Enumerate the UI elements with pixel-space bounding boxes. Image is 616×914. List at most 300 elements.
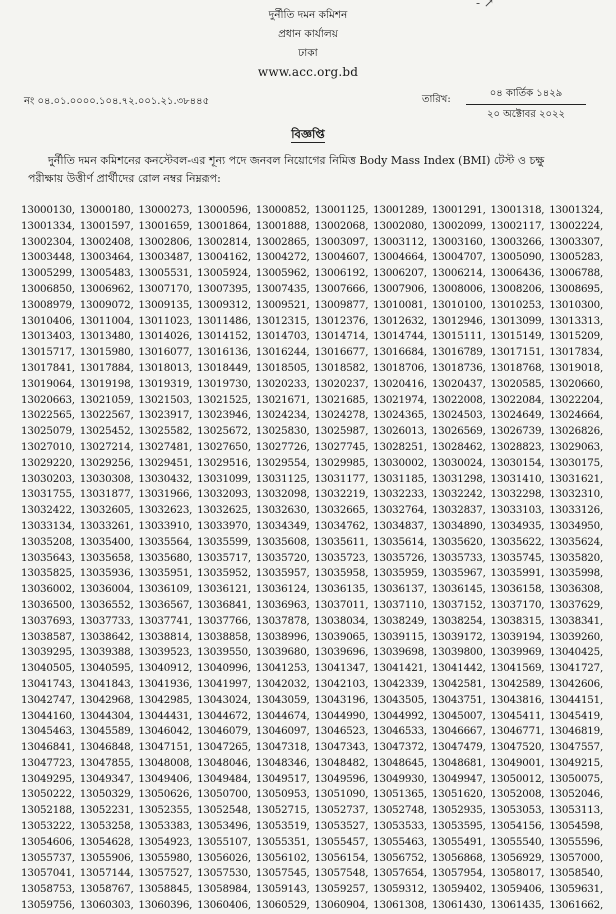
roll-number: 13053496, [197,820,251,833]
roll-number: 13038587, [21,630,75,643]
roll-number: 13031185, [373,472,428,485]
roll-number: 13011023, [138,314,193,327]
roll-number: 13035608, [255,535,310,548]
roll-number: 13004607, [314,251,369,264]
roll-number: 13039065, [314,630,369,643]
roll-number: 13053053, [490,804,545,817]
roll-row [21,582,613,598]
roll-number: 13006192, [314,267,369,280]
roll-number: 13028251, [373,440,428,453]
roll-number: 13035820, [549,551,604,564]
roll-number: 13016136, [197,346,251,359]
roll-number: 13035991, [490,567,545,580]
roll-number: 13037766, [197,614,251,627]
roll-number: 13035620, [431,535,486,548]
roll-number: 13042032, [255,677,310,690]
roll-number: 13039696, [314,646,369,659]
roll-number: 13051090, [314,788,369,801]
roll-number: 13005483, [79,267,134,280]
roll-number: 13036841, [197,598,251,611]
roll-number: 13022084, [490,393,545,406]
roll-number: 13015980, [79,346,134,359]
roll-number: 13046771, [490,725,545,738]
intro-line-2: পরীক্ষায় উত্তীর্ণ প্রার্থীদের রোল নম্বর নিম্নরূপ: [28,172,221,185]
roll-number: 13027745, [314,440,369,453]
roll-number: 13011004, [79,314,134,327]
roll-row [21,282,613,298]
roll-number: 13022567, [79,409,134,422]
roll-number: 13042747, [21,693,75,706]
roll-number: 13025079, [21,425,75,438]
roll-number: 13020660, [549,377,604,390]
roll-number: 13044672, [197,709,251,722]
roll-number: 13025830, [255,425,310,438]
roll-number: 13020663, [21,393,75,406]
roll-number: 13012946, [431,314,486,327]
roll-number: 13047151, [138,741,193,754]
roll-number: 13041727, [549,662,604,675]
roll-row [21,250,613,266]
city-name: ঢাকা [298,47,318,59]
roll-number: 13006436, [490,267,545,280]
roll-number: 13030154, [490,456,545,469]
roll-number: 13024365, [373,409,428,422]
roll-number: 13003097, [314,235,369,248]
roll-number: 13005962, [255,267,310,280]
roll-row [21,740,613,756]
roll-number: 13042606, [549,677,604,690]
roll-number: 13036308, [549,583,604,596]
roll-number: 13045419, [549,709,604,722]
roll-number: 13059756, [21,899,75,912]
roll-number: 13046079, [197,725,251,738]
roll-number: 13048482, [314,756,369,769]
roll-number: 13061662, [549,899,604,912]
roll-number: 13002304, [21,235,75,248]
roll-number: 13030024, [431,456,486,469]
roll-number: 13027010, [21,440,75,453]
roll-number: 13015149, [490,330,545,343]
roll-number: 13039680, [255,646,310,659]
roll-number: 13013403, [21,330,75,343]
roll-number: 13007666, [314,282,369,295]
roll-number: 13053519, [255,820,310,833]
roll-number: 13001291, [431,204,486,216]
roll-number: 13052231, [79,804,134,817]
roll-number: 13057545, [255,867,310,880]
roll-row [21,519,613,535]
roll-number: 13033261, [79,519,134,532]
roll-number: 13057654, [373,867,428,880]
roll-number: 13048681, [431,756,486,769]
roll-number: 13056102, [255,851,310,864]
roll-number: 13042968, [79,693,134,706]
roll-row [21,693,613,709]
roll-row [21,329,613,345]
roll-number: 13018505, [255,361,310,374]
roll-number: 13039194, [490,630,545,643]
roll-number: 13043024, [197,693,251,706]
roll-number: 13043816, [490,693,545,706]
roll-number: 13014152, [197,330,251,343]
roll-number: 13018736, [431,361,486,374]
roll-number: 13018706, [373,361,428,374]
roll-number: 13059402, [431,883,486,896]
roll-number: 13023917, [138,409,193,422]
roll-number: 13039800, [431,646,486,659]
roll-number: 13011486, [197,314,251,327]
roll-number: 13058753, [21,883,75,896]
roll-row [21,408,613,424]
roll-number: 13016789, [431,346,486,359]
roll-number: 13000596, [197,204,251,216]
roll-number: 13053383, [138,820,193,833]
roll-row [21,866,613,882]
roll-row [21,598,613,614]
roll-number: 13027481, [138,440,193,453]
roll-number: 13025672, [197,425,251,438]
roll-number: 13052046, [549,788,604,801]
roll-row [21,882,613,898]
roll-number: 13003448, [21,251,75,264]
roll-number: 13049347, [79,772,134,785]
roll-number: 13014703, [255,330,310,343]
roll-number: 13003112, [373,235,428,248]
roll-number: 13000273, [138,204,193,216]
roll-number: 13035825, [21,567,75,580]
website-link[interactable]: www.acc.org.bd [257,65,359,79]
roll-number: 13055457, [314,835,369,848]
date-label: তারিখ: [422,94,451,105]
roll-number: 13002080, [373,219,428,232]
roll-number: 13007435, [255,282,310,295]
roll-number: 13047372, [373,741,428,754]
roll-number: 13030432, [138,472,193,485]
roll-number: 13002068, [314,219,369,232]
roll-number: 13050700, [197,788,251,801]
roll-number: 13047318, [255,741,310,754]
roll-number: 13022204, [549,393,604,406]
roll-number: 13039115, [373,630,428,643]
roll-number: 13035958, [314,567,369,580]
roll-number: 13044160, [21,709,75,722]
roll-number: 13035723, [314,551,369,564]
roll-number: 13058017, [490,867,545,880]
roll-row [21,472,613,488]
roll-number: 13041997, [197,677,251,690]
roll-number: 13032233, [373,488,428,501]
roll-number-list [21,203,613,914]
roll-number: 13012315, [255,314,310,327]
roll-number: 13041253, [255,662,310,675]
roll-number: 13059406, [490,883,545,896]
roll-number: 13036124, [255,583,310,596]
roll-number: 13055351, [255,835,310,848]
roll-number: 13034935, [490,519,545,532]
roll-number: 13050012, [490,772,545,785]
roll-number: 13035998, [549,567,604,580]
roll-number: 13056929, [490,851,545,864]
roll-number: 13046097, [255,725,310,738]
roll-row [21,772,613,788]
roll-number: 13029063, [549,440,604,453]
roll-row [21,235,613,251]
roll-number: 13027650, [197,440,251,453]
roll-number: 13006207, [373,267,428,280]
roll-number: 13036137, [373,583,428,596]
roll-number: 13055980, [138,851,193,864]
roll-number: 13035936, [79,567,134,580]
notice-title: বিজ্ঞপ্তি [291,127,325,141]
roll-number: 13039969, [490,646,545,659]
roll-number: 13047343, [314,741,369,754]
roll-number: 13042581, [431,677,486,690]
roll-number: 13057954, [431,867,486,880]
roll-number: 13052008, [490,788,545,801]
roll-number: 13021671, [255,393,310,406]
roll-number: 13041442, [431,662,486,675]
roll-row [21,724,613,740]
roll-number: 13002865, [255,235,310,248]
roll-number: 13037733, [79,614,134,627]
roll-number: 13033103, [490,504,545,517]
roll-number: 13036145, [431,583,486,596]
roll-number: 13037152, [431,598,486,611]
roll-number: 13020237, [314,377,369,390]
roll-number: 13051365, [373,788,428,801]
roll-number: 13038249, [373,614,428,627]
roll-number: 13059312, [373,883,428,896]
roll-number: 13002814, [197,235,251,248]
roll-number: 13033126, [549,504,604,517]
roll-number: 13002806, [138,235,193,248]
roll-number: 13055491, [431,835,486,848]
roll-number: 13042103, [314,677,369,690]
roll-number: 13043196, [314,693,369,706]
roll-number: 13033970, [197,519,251,532]
roll-number: 13035564, [138,535,193,548]
roll-number: 13055737, [21,851,75,864]
roll-number: 13041843, [79,677,134,690]
roll-number: 13036135, [314,583,369,596]
roll-number: 13038996, [255,630,310,643]
roll-number: 13006850, [21,282,75,295]
roll-number: 13001324, [549,204,604,216]
roll-number: 13004272, [255,251,310,264]
roll-number: 13053258, [79,820,134,833]
roll-number: 13022008, [431,393,486,406]
roll-number: 13060303, [79,899,134,912]
roll-number: 13028823, [490,440,545,453]
roll-number: 13040996, [197,662,251,675]
roll-number: 13039388, [79,646,134,659]
roll-number: 13031298, [431,472,486,485]
roll-number: 13020585, [490,377,545,390]
roll-number: 13012376, [314,314,369,327]
roll-number: 13008979, [21,298,75,311]
roll-number: 13039260, [549,630,604,643]
roll-number: 13036002, [21,583,75,596]
roll-row [21,709,613,725]
roll-number: 13014026, [138,330,193,343]
roll-number: 13050329, [79,788,134,801]
roll-number: 13057041, [21,867,75,880]
roll-number: 13024649, [490,409,545,422]
roll-number: 13040425, [549,646,604,659]
roll-number: 13056868, [431,851,486,864]
roll-number: 13056752, [373,851,428,864]
roll-number: 13055107, [197,835,251,848]
roll-number: 13032625, [197,504,251,517]
roll-number: 13038315, [490,614,545,627]
roll-number: 13032242, [431,488,486,501]
roll-number: 13001659, [138,219,193,232]
roll-row [21,314,613,330]
roll-number: 13046523, [314,725,369,738]
roll-number: 13035959, [373,567,428,580]
roll-number: 13050953, [255,788,310,801]
roll-number: 13022565, [21,409,75,422]
roll-number: 13025452, [79,425,134,438]
roll-number: 13039172, [431,630,486,643]
roll-number: 13041936, [138,677,193,690]
roll-number: 13006788, [549,267,604,280]
roll-number: 13049596, [314,772,369,785]
roll-number: 13037011, [314,598,369,611]
roll-number: 13032298, [490,488,545,501]
roll-number: 13029516, [197,456,251,469]
roll-row [21,298,613,314]
roll-number: 13049484, [197,772,251,785]
roll-number: 13052748, [373,804,428,817]
roll-row [21,898,613,914]
roll-number: 13017841, [21,361,75,374]
roll-number: 13008206, [490,282,545,295]
roll-number: 13020416, [373,377,428,390]
roll-number: 13044674, [255,709,310,722]
roll-number: 13029985, [314,456,369,469]
roll-number: 13037110, [373,598,428,611]
roll-number: 13018013, [138,361,193,374]
roll-number: 13035957, [255,567,310,580]
roll-number: 13052737, [314,804,369,817]
roll-number: 13010253, [490,298,545,311]
roll-number: 13035614, [373,535,428,548]
roll-number: 13016077, [138,346,193,359]
roll-number: 13028462, [431,440,486,453]
roll-number: 13005924, [197,267,251,280]
roll-number: 13056026, [197,851,251,864]
roll-number: 13031621, [549,472,604,485]
roll-number: 13054923, [138,835,193,848]
roll-number: 13001289, [373,204,428,216]
roll-number: 13024234, [255,409,310,422]
roll-number: 13007906, [373,282,428,295]
roll-number: 13016684, [373,346,428,359]
roll-number: 13039550, [197,646,251,659]
roll-number: 13027214, [79,440,134,453]
roll-number: 13035680, [138,551,193,564]
roll-number: 13030175, [549,456,604,469]
roll-row [21,377,613,393]
roll-number: 13026569, [431,425,486,438]
roll-number: 13037878, [255,614,310,627]
roll-number: 13037629, [549,598,604,611]
roll-number: 13049001, [490,756,545,769]
roll-number: 13002099, [431,219,486,232]
roll-row [21,756,613,772]
roll-number: 13036121, [197,583,251,596]
roll-number: 13038858, [197,630,251,643]
roll-number: 13057548, [314,867,369,880]
roll-number: 13057530, [197,867,251,880]
roll-number: 13004707, [431,251,486,264]
roll-number: 13057527, [138,867,193,880]
roll-number: 13005299, [21,267,75,280]
roll-number: 13014714, [314,330,369,343]
roll-number: 13030203, [21,472,75,485]
roll-number: 13045007, [431,709,486,722]
office-name: প্রধান কার্যালয় [278,28,338,40]
roll-number: 13061308, [373,899,428,912]
roll-number: 13059257, [314,883,369,896]
roll-row [21,219,613,235]
roll-number: 13031410, [490,472,545,485]
roll-number: 13001597, [79,219,134,232]
roll-number: 13053595, [431,820,486,833]
roll-number: 13005531, [138,267,193,280]
roll-number: 13042985, [138,693,193,706]
roll-row [21,203,613,219]
roll-number: 13001318, [490,204,545,216]
roll-number: 13057000, [549,851,604,864]
roll-number: 13050626, [138,788,193,801]
roll-number: 13009312, [197,298,251,311]
roll-number: 13053222, [21,820,75,833]
roll-row [21,630,613,646]
roll-number: 13025582, [138,425,193,438]
roll-row [21,645,613,661]
roll-number: 13023946, [197,409,251,422]
roll-number: 13030002, [373,456,428,469]
notice-intro [28,152,594,188]
roll-number: 13019018, [549,361,604,374]
roll-row [21,487,613,503]
roll-number: 13040505, [21,662,75,675]
roll-number: 13006962, [79,282,134,295]
roll-number: 13024278, [314,409,369,422]
roll-number: 13024664, [549,409,604,422]
roll-number: 13032837, [431,504,486,517]
roll-number: 13012632, [373,314,428,327]
roll-number: 13046819, [549,725,604,738]
roll-number: 13035951, [138,567,193,580]
roll-number: 13004664, [373,251,428,264]
roll-number: 13060904, [314,899,369,912]
roll-number: 13026739, [490,425,545,438]
roll-number: 13010081, [373,298,428,311]
roll-number: 13055463, [373,835,428,848]
roll-number: 13041347, [314,662,369,675]
roll-number: 13021685, [314,393,369,406]
roll-number: 13010300, [549,298,604,311]
roll-number: 13037170, [490,598,545,611]
roll-number: 13034950, [549,519,604,532]
roll-number: 13034890, [431,519,486,532]
notice-title-wrap [0,126,616,145]
roll-number: 13006214, [431,267,486,280]
roll-number: 13047855, [79,756,134,769]
